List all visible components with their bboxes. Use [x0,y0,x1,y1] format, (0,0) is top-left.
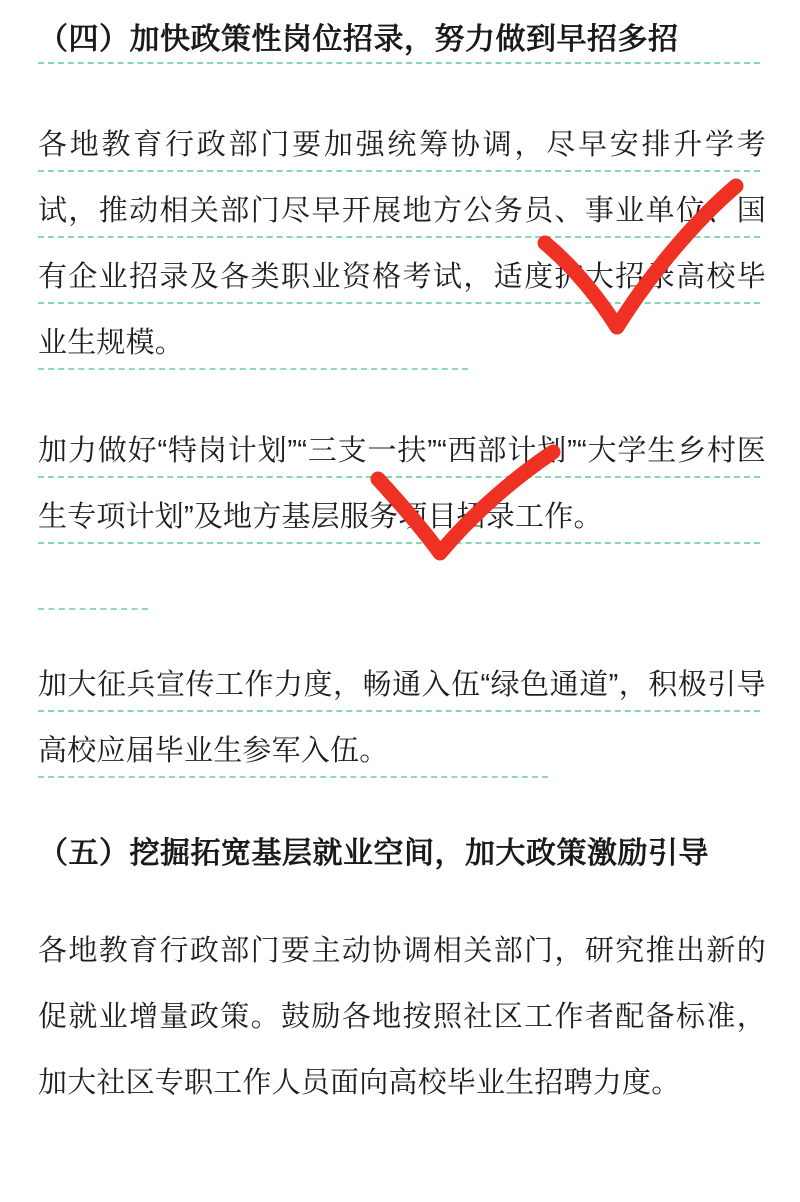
section-four-paragraph-3: 加大征兵宣传工作力度，畅通入伍“绿色通道”，积极引导高校应届毕业生参军入伍。 [38,669,766,767]
document-content [38,0,766,1202]
section-heading-four: （四）加快政策性岗位招录，努力做到早招多招 [38,23,679,56]
section-four-paragraph-1: 各地教育行政部门要加强统筹协调，尽早安排升学考试，推动相关部门尽早开展地方公务员、事业单位、国有企业招录及各类职业资格考试，适度扩大招录高校毕业生规模。 [38,129,766,359]
section-heading-five: （五）挖掘拓宽基层就业空间，加大政策激励引导 [38,837,709,870]
section-four-paragraph-2: 加力做好“特岗计划”“三支一扶”“西部计划”“大学生乡村医生专项计划”及地方基层服务项目招录工作。 [38,435,766,533]
section-five-paragraph-1: 各地教育行政部门要主动协调相关部门，研究推出新的促就业增量政策。鼓励各地按照社区工作者配备标准，加大社区专职工作人员面向高校毕业生招聘力度。 [38,935,766,1099]
